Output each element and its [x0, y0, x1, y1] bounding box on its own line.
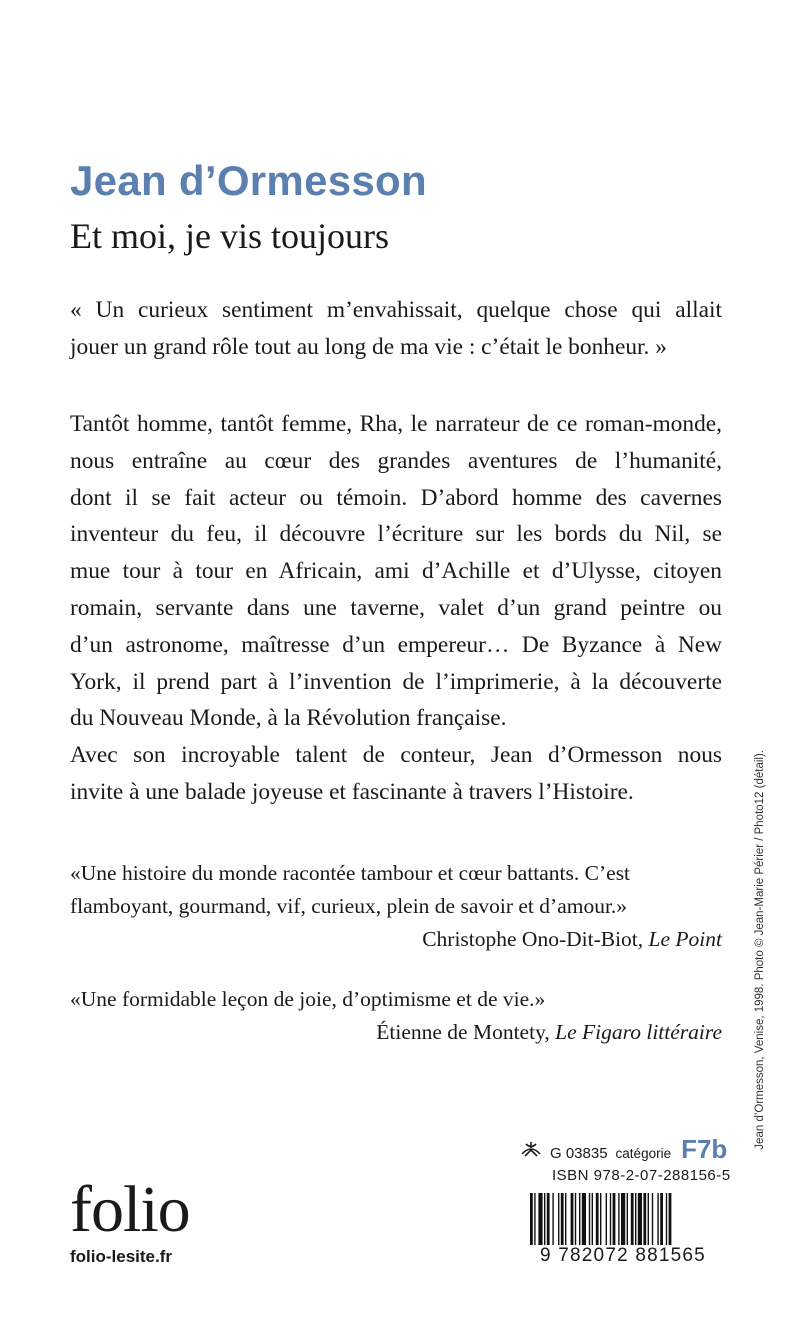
barcode-bar [538, 1193, 542, 1245]
folio-emblem-icon [520, 1140, 542, 1158]
author-name: Jean d’Ormesson [70, 157, 427, 204]
barcode-bar [565, 1193, 566, 1245]
barcode-bar [660, 1193, 663, 1245]
description-line: York, il prend part à l’invention de l’imprimerie, à la découverte [70, 668, 722, 695]
epigraph-quote [70, 292, 722, 366]
barcode-bar [631, 1193, 634, 1245]
barcode-bar [638, 1193, 642, 1245]
press-review-1 [70, 857, 722, 956]
barcode-bar [643, 1193, 646, 1245]
barcode-bar [561, 1193, 564, 1245]
review-line: «Une histoire du monde racontée tambour et cœur battants. C’est [70, 861, 631, 885]
barcode-bar [596, 1193, 599, 1245]
barcode-bar [666, 1193, 667, 1245]
barcode-bar [571, 1193, 574, 1245]
barcode-bar [558, 1193, 559, 1245]
description-line: invite à une balade joyeuse et fascinante à travers l’Histoire. [70, 778, 634, 805]
review-author: Étienne de Montety, [376, 1020, 550, 1044]
description-line: nous entraîne au cœur des grandes aventures de l’humanité, [70, 447, 722, 474]
publisher-website: folio-lesite.fr [70, 1247, 173, 1266]
description-line: inventeur du feu, il découvre l’écriture sur les bords du Nil, se [70, 521, 722, 548]
category-label: catégorie [615, 1146, 672, 1161]
barcode-bar [582, 1193, 586, 1245]
catalog-code: G 03835 [550, 1145, 608, 1162]
barcode-bar [669, 1193, 672, 1245]
barcode-bar [618, 1193, 619, 1245]
folio-logo: folio [70, 1173, 190, 1246]
review-source: Le Point [648, 927, 722, 951]
barcode-bar [589, 1193, 590, 1245]
review-line: «Une formidable leçon de joie, d’optimisme et de vie.» [70, 987, 546, 1011]
review-source: Le Figaro littéraire [555, 1020, 722, 1044]
barcode-digits: 9 782072 881565 [540, 1245, 706, 1266]
barcode-bar [610, 1193, 611, 1245]
barcode-bar [575, 1193, 576, 1245]
description-line: Avec son incroyable talent de conteur, Jean d’Ormesson nous [70, 742, 722, 769]
review-attribution [70, 1016, 722, 1049]
barcode-icon [528, 1193, 722, 1285]
review-attribution [70, 923, 722, 956]
barcode-bar [627, 1193, 628, 1245]
barcode-bar [648, 1193, 649, 1245]
barcode-bar [579, 1193, 580, 1245]
barcode-bar [621, 1193, 625, 1245]
barcode-bar [613, 1193, 616, 1245]
description-line: du Nouveau Monde, à la Révolution française. [70, 705, 507, 732]
barcode-bar [530, 1193, 533, 1245]
description-line: d’un astronome, maîtresse d’un empereur… De Byzance à New [70, 631, 722, 658]
description-line: romain, servante dans une taverne, valet d’un grand peintre ou [70, 594, 722, 621]
description-line: Tantôt homme, tantôt femme, Rha, le narrateur de ce roman-monde, [70, 411, 722, 437]
book-description [70, 406, 722, 811]
epigraph-line: « Un curieux sentiment m’envahissait, quelque chose qui allait [70, 297, 722, 323]
description-line: mue tour à tour en Africain, ami d’Achille et d’Ulysse, citoyen [70, 558, 722, 585]
catalog-code-line [520, 1134, 727, 1165]
barcode-bar [534, 1193, 535, 1245]
photo-credit: Jean d’Ormesson, Venise, 1998. Photo © Jean-Marie Périer / Photo12 (détail). [754, 750, 766, 1150]
barcode-bar [592, 1193, 593, 1245]
barcode-bar [552, 1193, 553, 1245]
description-line: dont il se fait acteur ou témoin. D’abord homme des cavernes [70, 484, 722, 511]
review-author: Christophe Ono-Dit-Biot, [422, 927, 644, 951]
barcode-bar [606, 1193, 607, 1245]
barcode-bar [544, 1193, 545, 1245]
review-line: flamboyant, gourmand, vif, curieux, plein de savoir et d’amour.» [70, 894, 628, 918]
barcode-bar [652, 1193, 653, 1245]
barcode-bar [547, 1193, 550, 1245]
press-review-2 [70, 983, 722, 1049]
barcode-bar [635, 1193, 636, 1245]
category-value: F7b [681, 1134, 728, 1164]
barcode-bar [600, 1193, 601, 1245]
epigraph-line: jouer un grand rôle tout au long de ma vie : c’était le bonheur. » [70, 333, 667, 360]
book-title: Et moi, je vis toujours [70, 216, 389, 256]
isbn: ISBN 978-2-07-288156-5 [552, 1167, 731, 1184]
barcode-bar [657, 1193, 658, 1245]
